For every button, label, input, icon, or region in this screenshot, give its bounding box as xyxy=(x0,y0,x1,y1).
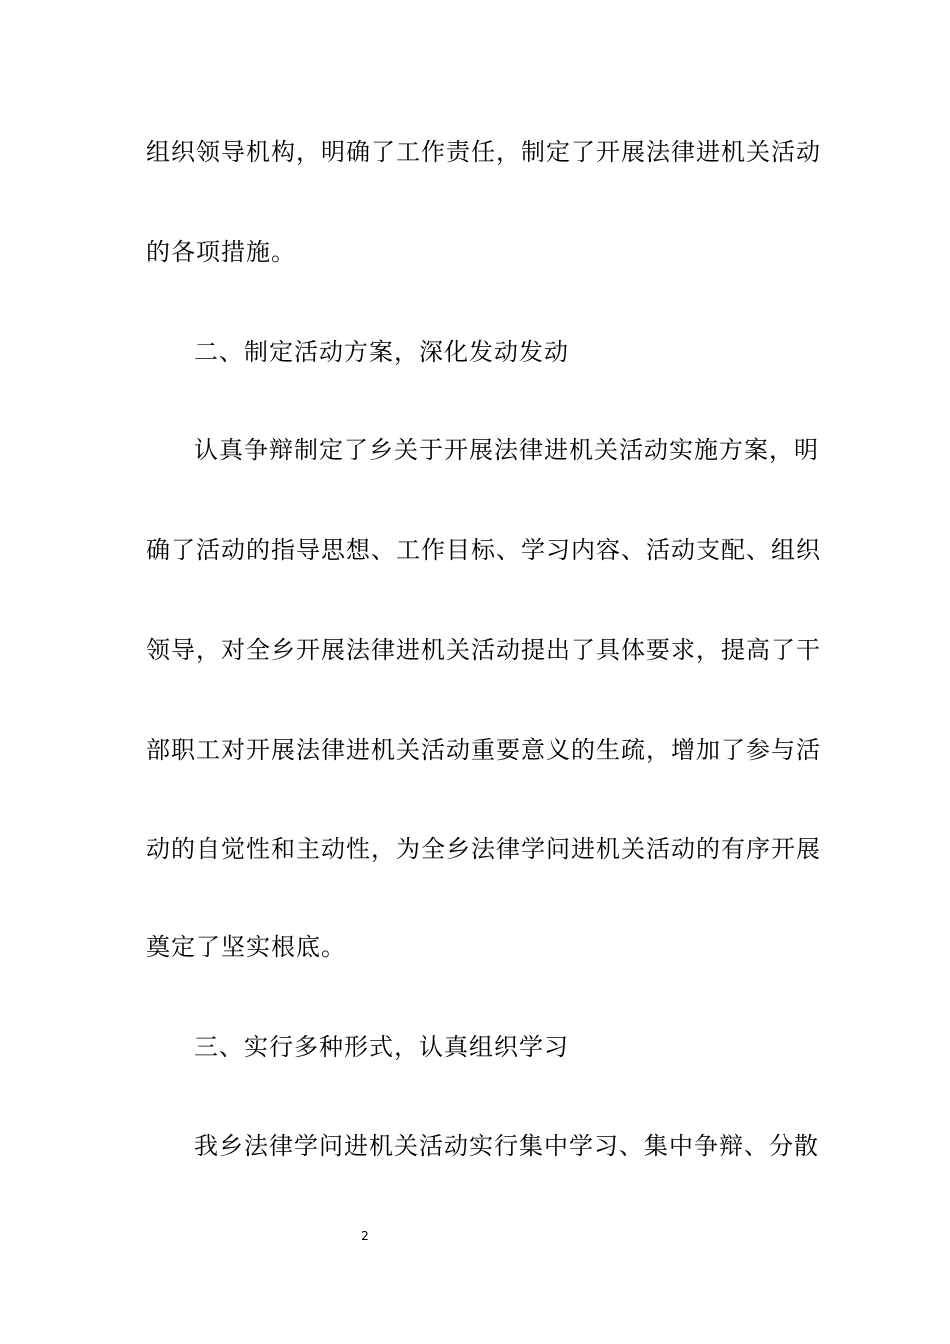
paragraph-line: 奠定了坚实根底。 xyxy=(146,933,346,961)
paragraph-line: 组织领导机构，明确了工作责任，制定了开展法律进机关活动 xyxy=(146,138,821,166)
paragraph-line: 领导，对全乡开展法律进机关活动提出了具体要求，提高了干 xyxy=(146,636,821,664)
paragraph-line: 部职工对开展法律进机关活动重要意义的生疏，增加了参与活 xyxy=(146,736,821,764)
paragraph-line: 的各项措施。 xyxy=(146,238,296,266)
paragraph-line: 认真争辩制定了乡关于开展法律进机关活动实施方案，明 xyxy=(194,436,819,464)
paragraph-line: 动的自觉性和主动性，为全乡法律学问进机关活动的有序开展 xyxy=(146,835,821,863)
page-number: 2 xyxy=(361,1229,369,1243)
paragraph-line: 我乡法律学问进机关活动实行集中学习、集中争辩、分散 xyxy=(194,1132,819,1160)
section-heading: 三、实行多种形式，认真组织学习 xyxy=(194,1033,569,1061)
paragraph-line: 确了活动的指导思想、工作目标、学习内容、活动支配、组织 xyxy=(146,536,821,564)
section-heading: 二、制定活动方案，深化发动发动 xyxy=(194,338,569,366)
